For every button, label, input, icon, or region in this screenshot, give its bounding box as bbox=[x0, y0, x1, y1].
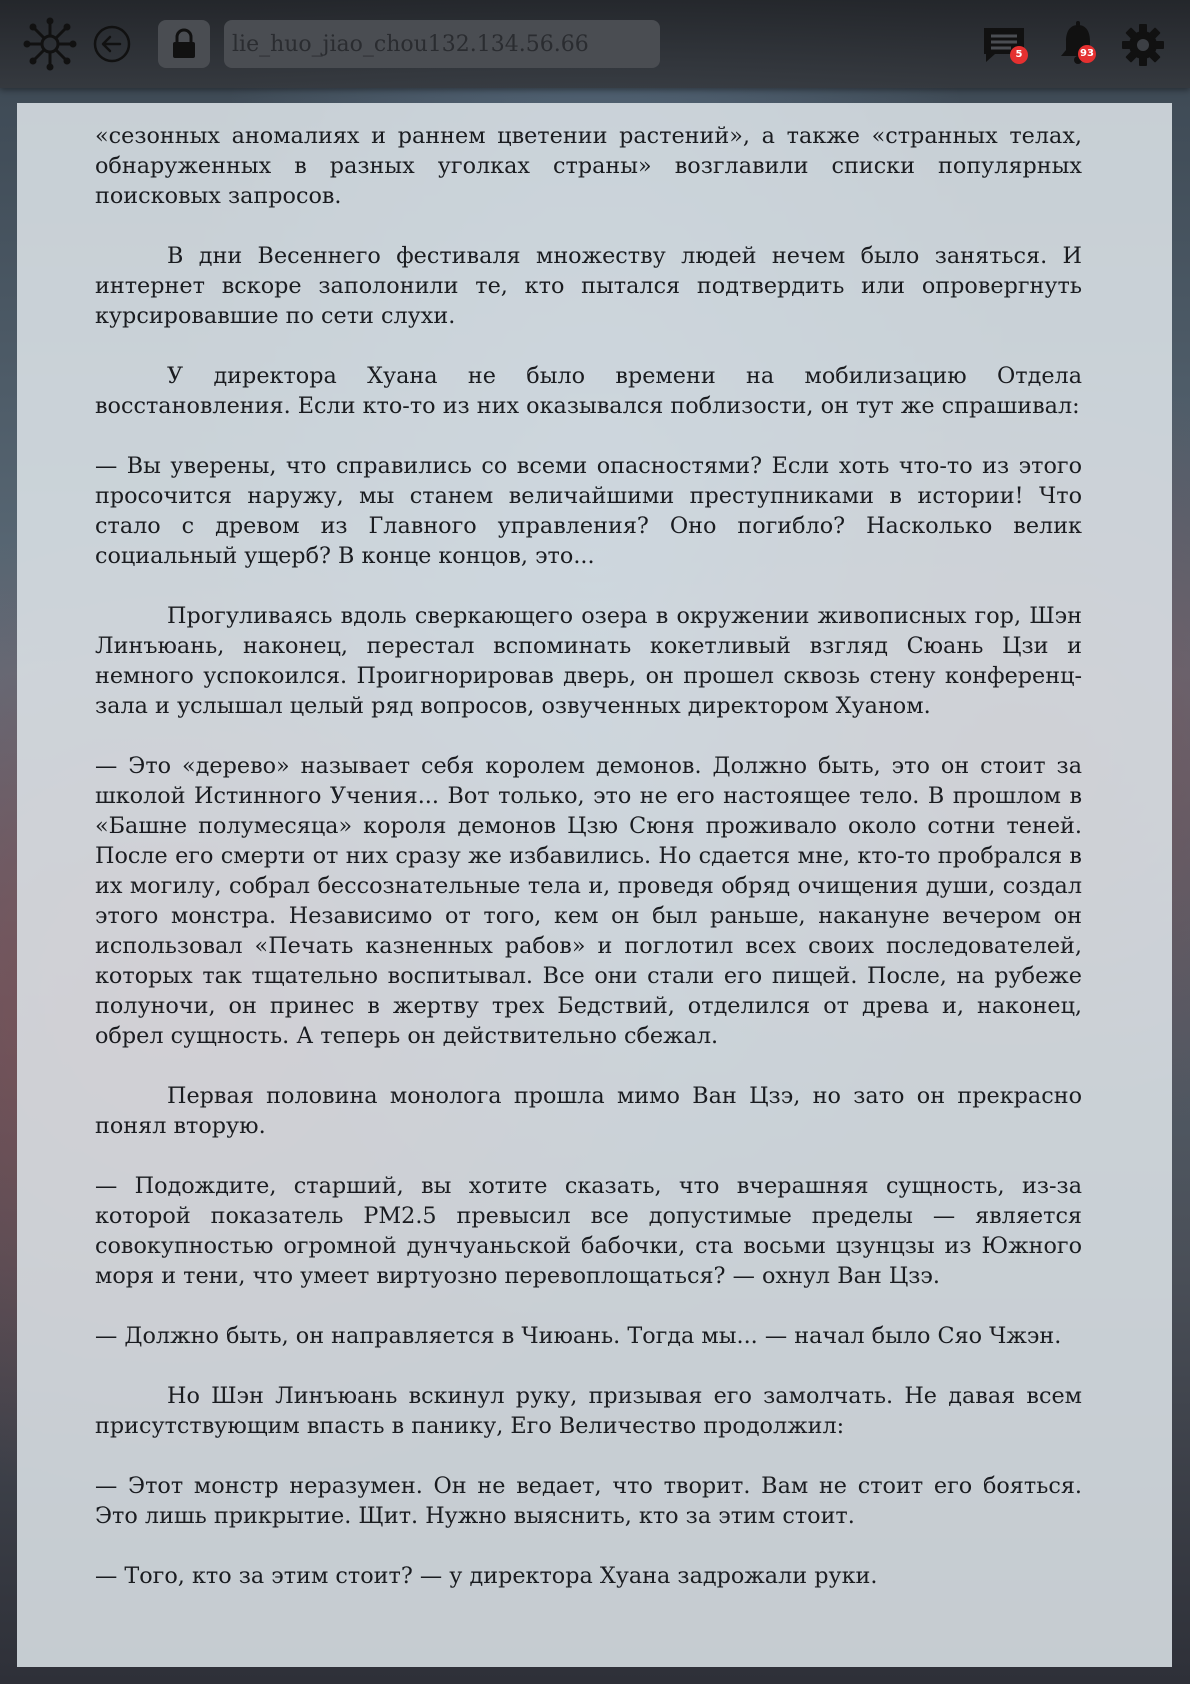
paragraph: Но Шэн Линъюань вскинул руку, призывая его замолчать. Не давая всем присутствующим впасть в панику, Его Величество продолжил: bbox=[95, 1383, 1082, 1439]
paragraph: «сезонных аномалиях и раннем цветении растений», а также «странных телах, обнаруженных в разных уголках страны» возглавили списки популярных поисковых запросов. bbox=[95, 123, 1082, 209]
top-toolbar bbox=[0, 0, 1190, 88]
paragraph: Первая половина монолога прошла мимо Ван Цзэ, но зато он прекрасно понял вторую. bbox=[95, 1083, 1082, 1139]
network-hub-icon[interactable] bbox=[22, 16, 78, 72]
paragraph: — Вы уверены, что справились со всеми опасностями? Если хоть что-то из этого просочится наружу, мы станем величайшими преступниками в истории! Что стало с древом из Главного управления? Оно погибло? Насколько велик социальный ущерб? В конце концов, это... bbox=[95, 453, 1082, 569]
paragraph: В дни Весеннего фестиваля множеству людей нечем было заняться. И интернет вскоре заполонили те, кто пытался подтвердить или опровергнуть курсировавшие по сети слухи. bbox=[95, 243, 1082, 329]
notifications-count-badge: 93 bbox=[1078, 45, 1096, 63]
bell-icon[interactable] bbox=[1054, 18, 1102, 68]
paragraph: — Должно быть, он направляется в Чиюань. Тогда мы... — начал было Сяо Чжэн. bbox=[95, 1323, 1062, 1349]
url-field[interactable]: lie_huo_jiao_chou132.134.56.66 bbox=[224, 20, 660, 68]
gear-icon[interactable] bbox=[1118, 20, 1168, 70]
paragraph: — Этот монстр неразумен. Он не ведает, что творит. Вам не стоит его бояться. Это лишь прикрытие. Щит. Нужно выяснить, кто за этим стоит. bbox=[95, 1473, 1082, 1529]
paragraph: — Подождите, старший, вы хотите сказать, что вчерашняя сущность, из-за которой показатель PM2.5 превысил все допустимые пределы — является совокупностью огромной дунчуаньской бабочки, ста восьми цзунцзы из Южного моря и тени, что умеет виртуозно перевоплощаться? — охнул Ван Цзэ. bbox=[95, 1173, 1082, 1289]
messages-count-badge: 5 bbox=[1010, 46, 1028, 64]
back-arrow-icon[interactable] bbox=[90, 22, 134, 66]
paragraph: — Того, кто за этим стоит? — у директора Хуана задрожали руки. bbox=[95, 1563, 878, 1589]
paragraph: У директора Хуана не было времени на мобилизацию Отдела восстановления. Если кто-то из них оказывался поблизости, он тут же спрашивал: bbox=[95, 363, 1082, 419]
paragraph: — Это «дерево» называет себя королем демонов. Должно быть, это он стоит за школой Истинного Учения... Вот только, это не его настоящее тело. В прошлом в «Башне полумесяца» короля демонов Цзю Сюня проживало около сотни теней. После его смерти от них сразу же избавились. Но сдается мне, кто-то пробрался в их могилу, собрал бессознательные тела и, проведя обряд очищения души, создал этого монстра. Независимо от того, кем он был раньше, накануне вечером он использовал «Печать казненных рабов» и поглотил всех своих последователей, которых так тщательно воспитывал. Все они стали его пищей. После, на рубеже полуночи, он принес в жертву трех Бедствий, отделился от древа и, наконец, обрел сущность. А теперь он действительно сбежал. bbox=[95, 753, 1082, 1049]
reading-page bbox=[17, 103, 1172, 1667]
lock-icon[interactable] bbox=[158, 20, 210, 68]
paragraph: Прогуливаясь вдоль сверкающего озера в окружении живописных гор, Шэн Линъюань, наконец, перестал вспоминать кокетливый взгляд Сюань Цзи и немного успокоился. Проигнорировав дверь, он прошел сквозь стену конференц-зала и услышал целый ряд вопросов, озвученных директором Хуаном. bbox=[95, 603, 1082, 719]
